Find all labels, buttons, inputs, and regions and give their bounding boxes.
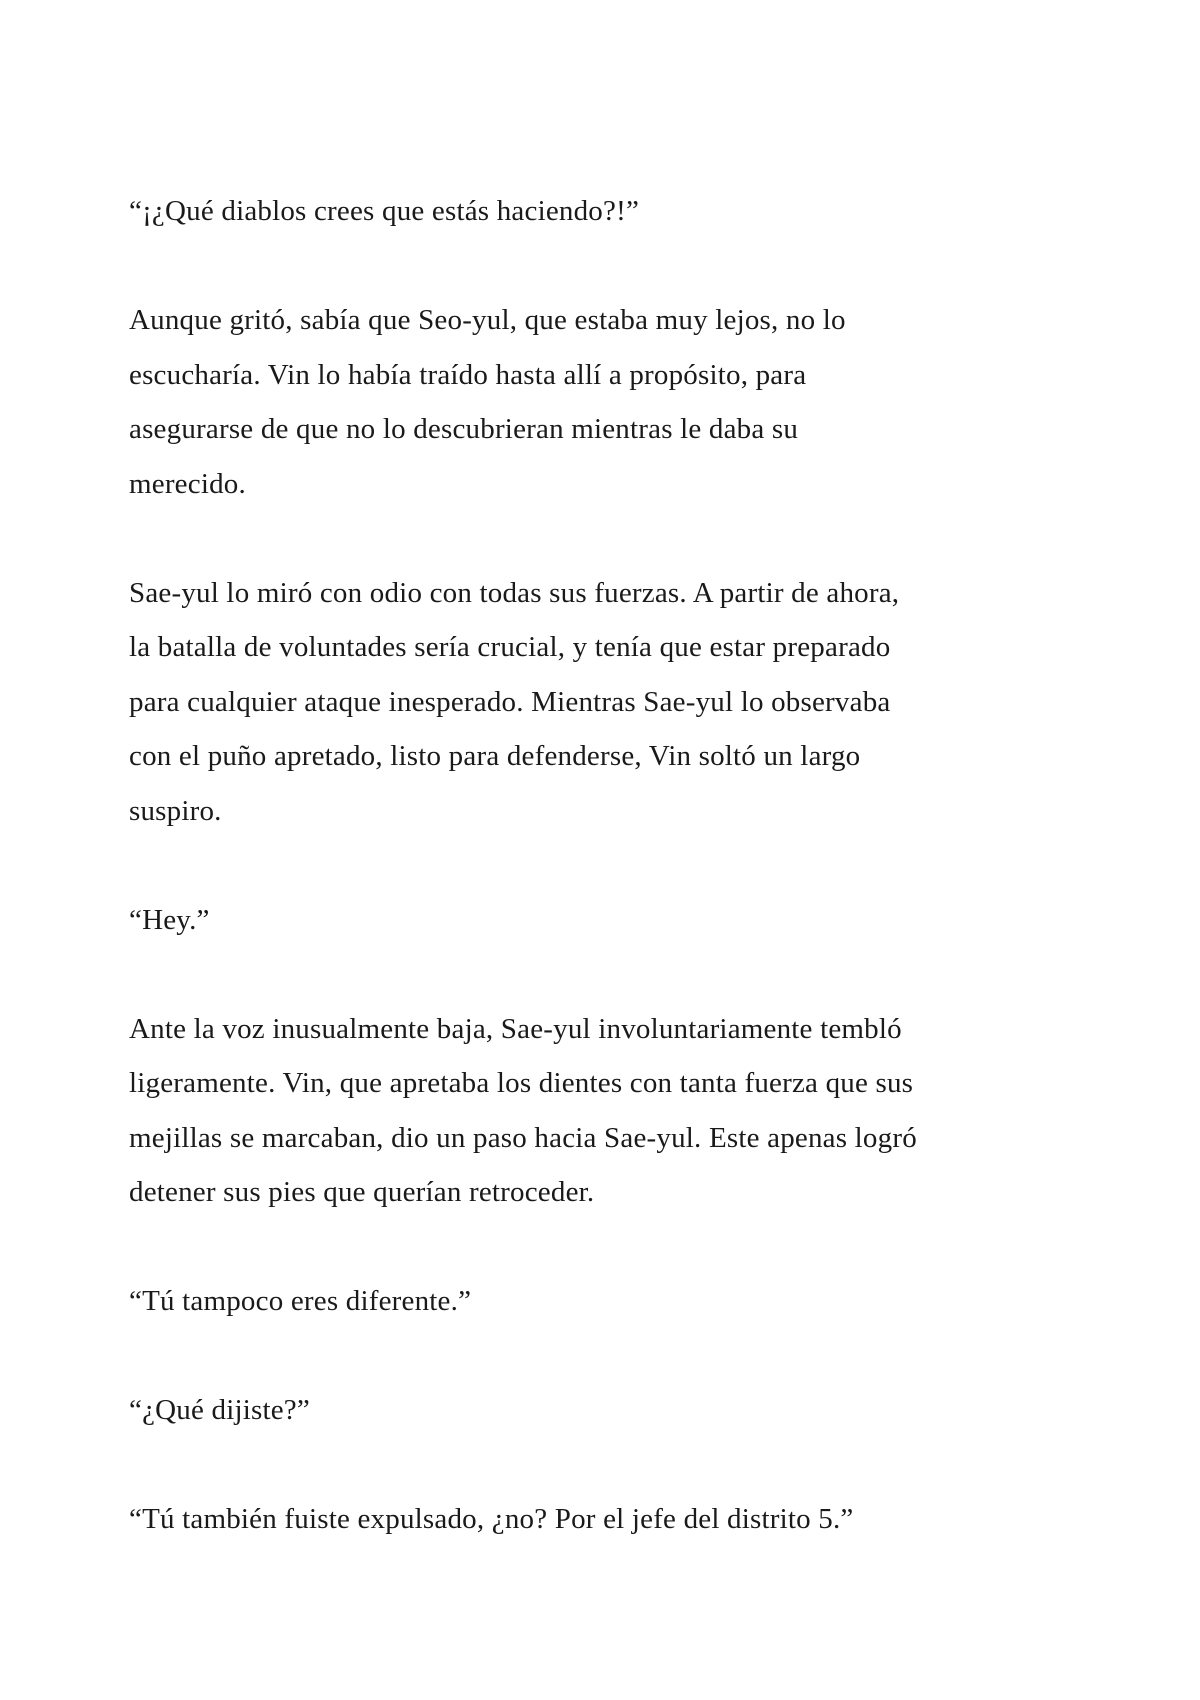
paragraph-narration (129, 566, 1079, 839)
text-line: “¡¿Qué diablos crees que estás haciendo?!” (129, 195, 640, 227)
text-line: con el puño apretado, listo para defenderse, Vin soltó un largo (129, 740, 861, 772)
text-line: “Hey.” (129, 903, 210, 936)
text-line: merecido. (129, 467, 246, 500)
text-line: Ante la voz inusualmente baja, Sae-yul involuntariamente tembló (129, 1012, 902, 1045)
text-line: escucharía. Vin lo había traído hasta allí a propósito, para (129, 358, 807, 391)
text-line: “¿Qué dijiste?” (129, 1394, 310, 1426)
text-line: para cualquier ataque inesperado. Mientras Sae-yul lo observaba (129, 685, 891, 718)
paragraph-narration (129, 1002, 1079, 1220)
text-line: Aunque gritó, sabía que Seo-yul, que estaba muy lejos, no lo (129, 304, 846, 336)
paragraph-dialogue (129, 893, 1079, 948)
text-line: ligeramente. Vin, que apretaba los dientes con tanta fuerza que sus (129, 1067, 914, 1099)
paragraph-narration (129, 293, 1079, 511)
text-line: la batalla de voluntades sería crucial, y tenía que estar preparado (129, 631, 891, 663)
paragraph-dialogue (129, 1274, 1079, 1329)
text-line: asegurarse de que no lo descubrieran mientras le daba su (129, 413, 799, 445)
text-line: detener sus pies que querían retroceder. (129, 1176, 595, 1208)
document-page (129, 184, 1079, 1601)
text-line: mejillas se marcaban, dio un paso hacia Sae-yul. Este apenas logró (129, 1121, 917, 1154)
paragraph-dialogue (129, 184, 1079, 239)
text-line: suspiro. (129, 794, 222, 827)
paragraph-dialogue (129, 1383, 1079, 1438)
paragraph-dialogue (129, 1492, 1079, 1547)
text-line: “Tú también fuiste expulsado, ¿no? Por el jefe del distrito 5.” (129, 1503, 854, 1535)
text-line: “Tú tampoco eres diferente.” (129, 1285, 472, 1317)
text-line: Sae-yul lo miró con odio con todas sus fuerzas. A partir de ahora, (129, 576, 900, 609)
